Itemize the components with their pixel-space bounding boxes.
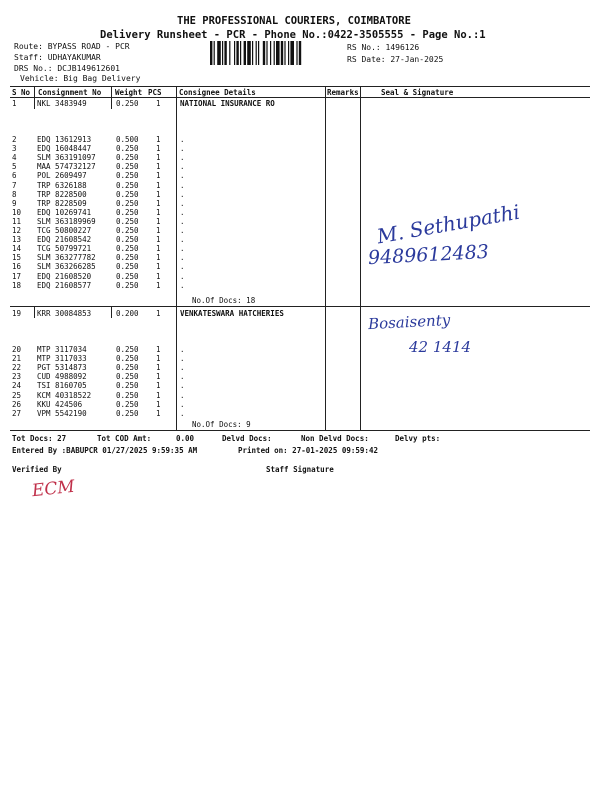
non-delivered-docs: Non Delvd Docs: <box>301 434 369 443</box>
route-label: Route: BYPASS ROAD - PCR <box>14 42 130 51</box>
staff-label: Staff: UDHAYAKUMAR <box>14 53 101 62</box>
row-consignee: . <box>180 180 185 190</box>
barcode-bar <box>263 41 265 65</box>
row-consignee: . <box>180 408 185 418</box>
total-docs: Tot Docs: 27 <box>12 434 67 443</box>
col-sno: S No <box>12 88 31 97</box>
barcode-bar <box>210 41 212 65</box>
row-pcs: 1 <box>156 253 161 263</box>
row-sno: 26 <box>12 399 22 409</box>
col-sep-short <box>34 306 35 318</box>
rs-number: RS No.: 1496126 <box>347 43 420 52</box>
row-weight: 0.250 <box>116 235 139 245</box>
staff-signature-label: Staff Signature <box>266 465 334 474</box>
row-consignee: . <box>180 226 185 235</box>
row-consignment-no: NKL 3483949 <box>37 99 87 108</box>
barcode <box>210 41 340 65</box>
row-pcs: 1 <box>156 271 161 281</box>
barcode-bar <box>234 41 235 65</box>
row-consignment-no: EDQ 10269741 <box>37 207 92 217</box>
row-weight: 0.250 <box>116 198 139 208</box>
row-weight: 0.250 <box>116 262 139 272</box>
barcode-bar <box>252 41 253 65</box>
row-sno: 24 <box>12 381 22 391</box>
col-sep <box>360 86 361 430</box>
entered-by: Entered By :BABUPCR 01/27/2025 9:59:35 AM <box>12 446 198 455</box>
row-consignment-no: SLM 363266285 <box>37 262 96 272</box>
row-pcs: 1 <box>156 280 161 290</box>
barcode-bar <box>256 41 257 65</box>
delivery-points: Delvy pts: <box>395 434 441 443</box>
table-bottom-border <box>10 430 590 431</box>
row-pcs: 1 <box>156 180 161 190</box>
barcode-bar <box>258 41 259 65</box>
row-consignment-no: MAA 574732127 <box>37 162 96 172</box>
barcode-bar <box>224 41 226 65</box>
rs-date: RS Date: 27-Jan-2025 <box>347 55 444 64</box>
row-sno: 5 <box>12 162 17 172</box>
handwritten-signature: M. Sethupathi <box>375 199 522 249</box>
row-sno: 18 <box>12 280 22 290</box>
row-pcs: 1 <box>156 363 161 373</box>
row-weight: 0.250 <box>116 244 139 254</box>
barcode-bar <box>276 41 280 65</box>
row-sno: 10 <box>12 207 22 217</box>
row-weight: 0.250 <box>116 271 139 281</box>
row-consignment-no: KKU 424506 <box>37 399 83 409</box>
handwritten-phone: 9489612483 <box>367 240 490 270</box>
row-pcs: 1 <box>156 144 161 154</box>
row-consignment-no: PGT 5314873 <box>37 363 87 373</box>
row-sno: 11 <box>12 216 22 226</box>
row-consignment-no: CUD 4988092 <box>37 372 87 382</box>
handwritten-signature: Bosaisenty <box>367 310 451 334</box>
row-pcs: 1 <box>156 207 161 217</box>
row-weight: 0.250 <box>116 216 139 226</box>
row-consignment-no: SLM 363277782 <box>37 253 96 263</box>
total-cod-value: 0.00 <box>176 434 195 443</box>
row-consignee: . <box>180 235 185 245</box>
row-pcs: 1 <box>156 99 161 108</box>
row-sno: 19 <box>12 309 22 318</box>
row-pcs: 1 <box>156 381 161 391</box>
row-weight: 0.250 <box>116 399 139 409</box>
row-sno: 6 <box>12 171 17 181</box>
col-sep-short <box>111 306 112 318</box>
col-pcs: PCS <box>148 88 162 97</box>
row-consignment-no: TRP 8228509 <box>37 198 87 208</box>
row-consignment-no: TRP 6326188 <box>37 180 87 190</box>
row-sno: 8 <box>12 189 17 199</box>
row-weight: 0.250 <box>116 390 139 400</box>
row-pcs: 1 <box>156 162 161 172</box>
row-sno: 1 <box>12 99 17 108</box>
row-consignee: . <box>180 198 185 208</box>
row-sno: 25 <box>12 390 22 400</box>
row-weight: 0.250 <box>116 345 139 354</box>
barcode-bar <box>236 41 238 65</box>
row-pcs: 1 <box>156 262 161 272</box>
row-sno: 2 <box>12 135 17 144</box>
row-pcs: 1 <box>156 135 161 144</box>
barcode-bar <box>290 41 294 65</box>
row-consignee: . <box>180 216 185 226</box>
col-consignment: Consignment No <box>38 88 102 97</box>
barcode-bar <box>240 41 241 65</box>
row-pcs: 1 <box>156 354 161 364</box>
row-weight: 0.500 <box>116 135 139 144</box>
row-pcs: 1 <box>156 198 161 208</box>
col-sep <box>176 86 177 430</box>
row-weight: 0.200 <box>116 309 139 318</box>
row-sno: 23 <box>12 372 22 382</box>
row-consignment-no: EDQ 21608542 <box>37 235 92 245</box>
row-pcs: 1 <box>156 408 161 418</box>
row-consignee: . <box>180 244 185 254</box>
row-sno: 21 <box>12 354 22 364</box>
col-seal: Seal & Signature <box>381 88 454 97</box>
barcode-bar <box>288 41 289 65</box>
row-weight: 0.250 <box>116 207 139 217</box>
row-sno: 3 <box>12 144 17 154</box>
row-consignment-no: EDQ 21608577 <box>37 280 92 290</box>
row-consignment-no: MTP 3117033 <box>37 354 87 364</box>
row-consignee: . <box>180 363 185 373</box>
row-consignment-no: EDQ 13612913 <box>37 135 92 144</box>
col-sep-short <box>34 97 35 109</box>
row-weight: 0.250 <box>116 354 139 364</box>
barcode-bar <box>274 41 275 65</box>
row-weight: 0.250 <box>116 162 139 172</box>
row-pcs: 1 <box>156 390 161 400</box>
row-consignment-no: TSI 8160705 <box>37 381 87 391</box>
row-consignee: . <box>180 372 185 382</box>
row-sno: 7 <box>12 180 17 190</box>
row-pcs: 1 <box>156 399 161 409</box>
row-weight: 0.250 <box>116 280 139 290</box>
row-consignee: . <box>180 253 185 263</box>
row-sno: 9 <box>12 198 17 208</box>
row-pcs: 1 <box>156 153 161 163</box>
table-top-border <box>10 86 590 87</box>
row-sno: 15 <box>12 253 22 263</box>
row-sno: 20 <box>12 345 22 354</box>
row-consignment-no: EDQ 21608520 <box>37 271 92 281</box>
row-consignment-no: KRR 30084853 <box>37 309 92 318</box>
handwritten-initials: ECM <box>31 476 76 502</box>
row-consignee: . <box>180 354 185 364</box>
row-consignment-no: SLM 363191097 <box>37 153 96 163</box>
row-pcs: 1 <box>156 171 161 181</box>
barcode-bar <box>284 41 285 65</box>
row-weight: 0.250 <box>116 144 139 154</box>
row-consignment-no: EDQ 16048447 <box>37 144 92 154</box>
row-sno: 17 <box>12 271 22 281</box>
row-consignee: . <box>180 144 185 154</box>
row-consignment-no: VPM 5542190 <box>37 408 87 418</box>
col-consignee: Consignee Details <box>179 88 256 97</box>
docs-count: No.Of Docs: 18 <box>192 296 256 305</box>
col-sep <box>111 86 112 97</box>
barcode-bar <box>299 41 301 65</box>
group-separator <box>10 306 590 307</box>
row-pcs: 1 <box>156 226 161 235</box>
row-sno: 16 <box>12 262 22 272</box>
row-weight: 0.250 <box>116 363 139 373</box>
col-weight: Weight <box>115 88 143 97</box>
col-sep <box>34 86 35 97</box>
docs-count: No.Of Docs: 9 <box>192 420 251 429</box>
col-remarks: Remarks <box>327 88 359 97</box>
row-weight: 0.250 <box>116 99 139 108</box>
drs-label: DRS No.: DCJB149612601 <box>14 64 120 73</box>
row-sno: 27 <box>12 408 22 418</box>
row-pcs: 1 <box>156 372 161 382</box>
row-consignee: . <box>180 280 185 290</box>
row-consignee: . <box>180 262 185 272</box>
vehicle-label: Vehicle: Big Bag Delivery <box>20 74 141 83</box>
row-consignee: . <box>180 271 185 281</box>
row-consignee: . <box>180 390 185 400</box>
barcode-bar <box>214 41 215 65</box>
row-consignment-no: POL 2609497 <box>37 171 87 181</box>
row-sno: 14 <box>12 244 22 254</box>
row-weight: 0.250 <box>116 226 139 235</box>
col-sep-short <box>111 97 112 109</box>
barcode-bar <box>229 41 230 65</box>
company-title: THE PROFESSIONAL COURIERS, COIMBATORE <box>177 15 411 27</box>
row-sno: 4 <box>12 153 17 163</box>
row-pcs: 1 <box>156 189 161 199</box>
row-weight: 0.250 <box>116 171 139 181</box>
row-sno: 12 <box>12 226 22 235</box>
row-consignment-no: TRP 8228500 <box>37 189 87 199</box>
row-pcs: 1 <box>156 216 161 226</box>
row-consignee: . <box>180 162 185 172</box>
row-weight: 0.250 <box>116 180 139 190</box>
row-consignee: . <box>180 153 185 163</box>
barcode-bar <box>281 41 283 65</box>
row-consignee: . <box>180 381 185 391</box>
row-consignee: . <box>180 207 185 217</box>
row-consignee: . <box>180 135 185 144</box>
barcode-bar <box>247 41 251 65</box>
row-weight: 0.250 <box>116 372 139 382</box>
barcode-bar <box>270 41 271 65</box>
row-consignee: . <box>180 189 185 199</box>
consignee-name: VENKATESWARA HATCHERIES <box>180 309 284 318</box>
barcode-graphic <box>210 41 340 65</box>
table-header-bottom <box>10 97 590 98</box>
delivered-docs: Delvd Docs: <box>222 434 272 443</box>
row-weight: 0.250 <box>116 153 139 163</box>
row-sno: 13 <box>12 235 22 245</box>
row-weight: 0.250 <box>116 408 139 418</box>
verified-by: Verified By <box>12 465 62 474</box>
row-pcs: 1 <box>156 309 161 318</box>
total-cod-label: Tot COD Amt: <box>97 434 152 443</box>
handwritten-number: 42 1414 <box>409 338 472 356</box>
row-consignment-no: MTP 3117034 <box>37 345 87 354</box>
row-pcs: 1 <box>156 235 161 245</box>
barcode-bar <box>266 41 267 65</box>
row-consignment-no: TCG 50800227 <box>37 226 92 235</box>
row-consignment-no: TCG 50799721 <box>37 244 92 254</box>
row-consignment-no: KCM 40318522 <box>37 390 92 400</box>
row-consignee: . <box>180 345 185 354</box>
col-sep <box>325 86 326 430</box>
printed-on: Printed on: 27-01-2025 09:59:42 <box>238 446 378 455</box>
row-weight: 0.250 <box>116 381 139 391</box>
row-pcs: 1 <box>156 244 161 254</box>
row-consignee: . <box>180 399 185 409</box>
row-sno: 22 <box>12 363 22 373</box>
barcode-bar <box>244 41 246 65</box>
row-consignee: . <box>180 171 185 181</box>
row-weight: 0.250 <box>116 189 139 199</box>
row-pcs: 1 <box>156 345 161 354</box>
runsheet-title: Delivery Runsheet - PCR - Phone No.:0422-3505555 - Page No.:1 <box>100 29 486 41</box>
consignee-name: NATIONAL INSURANCE RO <box>180 99 275 108</box>
barcode-bar <box>296 41 297 65</box>
row-weight: 0.250 <box>116 253 139 263</box>
barcode-bar <box>217 41 221 65</box>
barcode-bar <box>222 41 223 65</box>
row-consignment-no: SLM 363189969 <box>37 216 96 226</box>
